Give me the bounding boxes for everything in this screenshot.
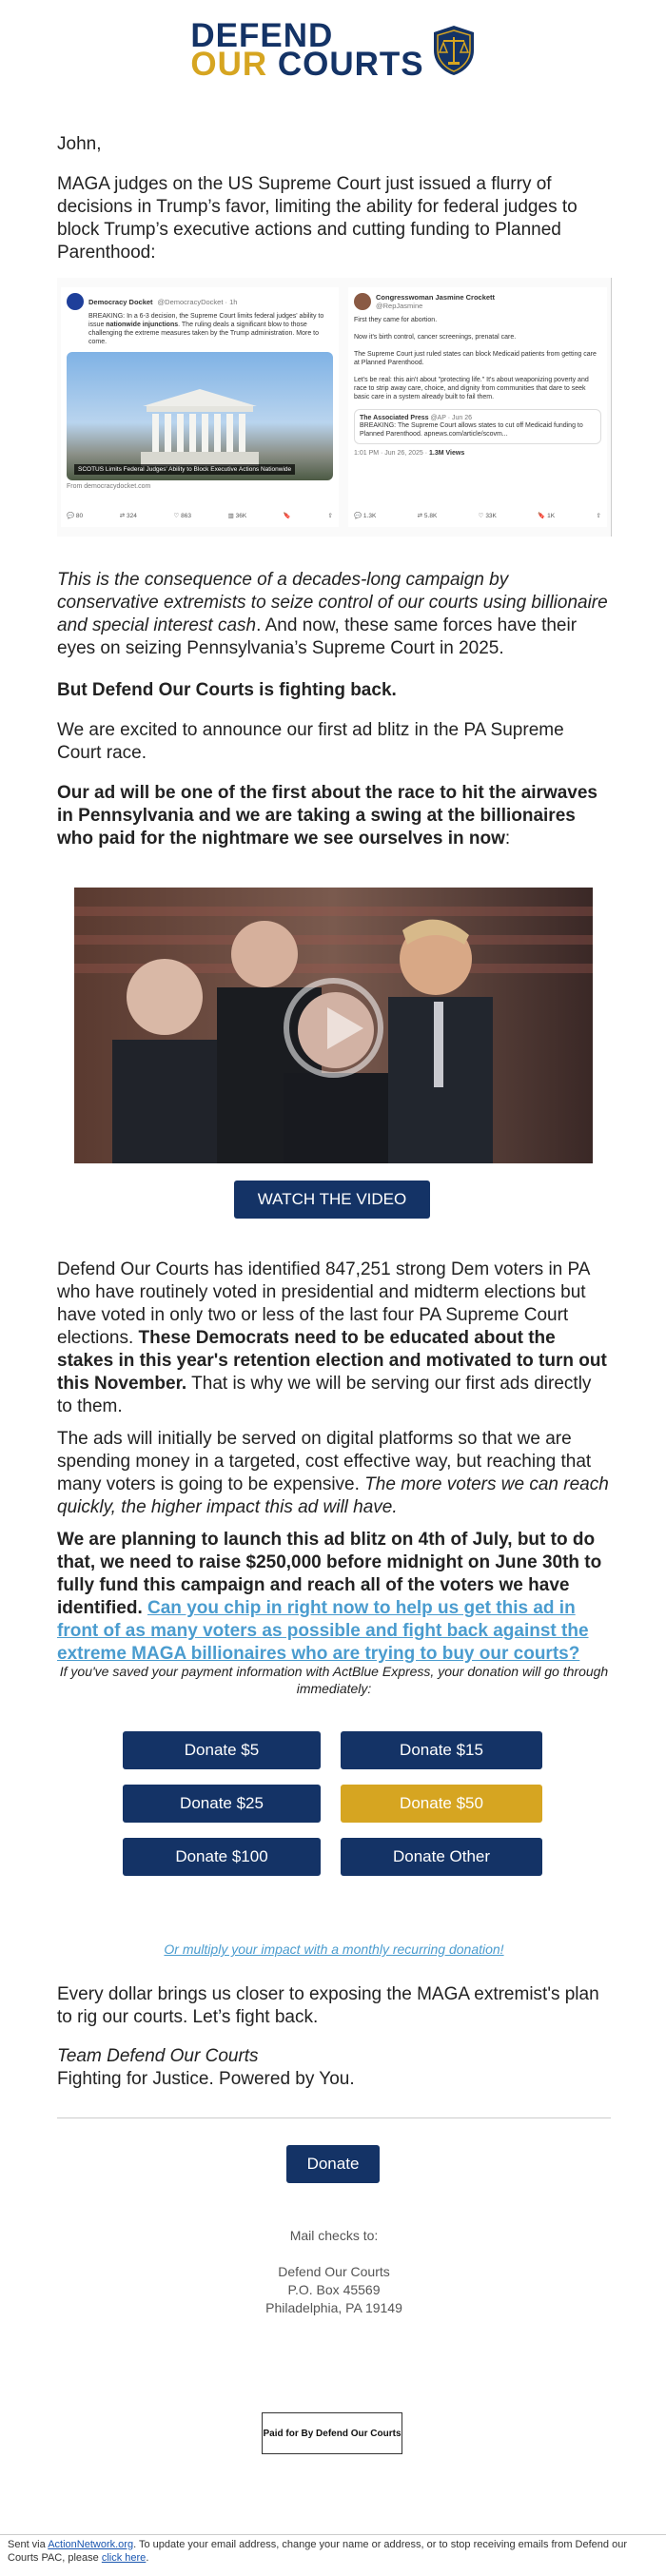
tweet1-source: From democracydocket.com <box>67 483 151 490</box>
signature: Team Defend Our Courts <box>57 2046 259 2066</box>
tweet-democracy-docket <box>61 287 339 527</box>
mail-heading: Mail checks to: <box>289 2228 379 2243</box>
reply-count: 💬 80 <box>67 513 84 519</box>
watch-video-button[interactable]: WATCH THE VIDEO <box>234 1181 430 1219</box>
greeting: John, <box>57 134 102 154</box>
logo-courts: COURTS <box>277 46 424 83</box>
donate-button[interactable]: Donate <box>286 2145 380 2183</box>
logo <box>0 17 666 84</box>
tweet2-author: Congresswoman Jasmine Crockett <box>376 293 496 302</box>
footer-text: Sent via ActionNetwork.org. To update your email address, change your name or address, or to stop receiving emails from Defend our Courts PAC, please click here. <box>8 2539 627 2564</box>
address-line: Defend Our Courts <box>278 2264 390 2279</box>
donate-other-button[interactable]: Donate Other <box>341 1838 542 1876</box>
announce-paragraph: We are excited to announce our first ad blitz in the PA Supreme Court race. <box>57 720 564 763</box>
tweet2-handle: @RepJasmine <box>376 302 423 310</box>
paid-for-box <box>262 2412 402 2454</box>
retweet-count: ⇄ 5.8K <box>417 513 438 519</box>
address-line: P.O. Box 45569 <box>287 2282 381 2297</box>
supreme-court-photo <box>67 352 333 480</box>
avatar <box>354 293 371 310</box>
mail-checks-block <box>57 2227 611 2317</box>
goal-paragraph: We are planning to launch this ad blitz on 4th of July, but to do that, we need to raise $250,000 before midnight on June 30th to fully fund this campaign and reach all of the voters we have identified. Can you chip in right now to help us get this ad in front of as many voters as possible and fight back against the extreme MAGA billionaires who are trying to buy our courts? <box>57 1530 602 1664</box>
ads-paragraph: The ads will initially be served on digital platforms so that we are spending money in a targeted, cost effective way, but reaching that many voters is going to be expensive. The more voters we can reach quickly, the higher impact this ad will have. <box>57 1429 609 1517</box>
shield-scales-icon <box>432 24 476 77</box>
logo-wordmark <box>190 17 424 83</box>
tweet1-handle: @DemocracyDocket · 1h <box>157 297 238 306</box>
bookmark-count: 🔖 1K <box>538 513 556 519</box>
campaign-paragraph: This is the consequence of a decades-long campaign by conservative extremists to seize control of our courts using billionaire and special interest cash. And now, these same forces have their eyes on seizing Pennsylvania’s Supreme Court in 2025. <box>57 570 608 658</box>
voters-paragraph: Defend Our Courts has identified 847,251 strong Dem voters in PA who have routinely voted in presidential and midterm elections but have voted in only two or less of the last four PA Supreme Court elections. These Democrats need to be educated about the stakes in this year's retention election and motivated to turn out this November. That is why we will be serving our first ads directly to them. <box>57 1259 607 1416</box>
recurring-donation-link[interactable]: Or multiply your impact with a monthly recurring donation! <box>164 1942 504 1957</box>
avatar <box>67 293 84 310</box>
tweets-screenshot[interactable] <box>57 278 612 537</box>
logo-line-our-courts <box>190 46 424 83</box>
donate-15-button[interactable]: Donate $15 <box>341 1731 542 1769</box>
divider <box>57 2117 611 2118</box>
photo-caption: SCOTUS Limits Federal Judges' Ability to Block Executive Actions Nationwide <box>74 464 295 475</box>
ad-paragraph: Our ad will be one of the first about the race to hit the airwaves in Pennsylvania and we are taking a swing at the billionaires who paid for the nightmare we see ourselves in now: <box>57 783 597 849</box>
address-line: Philadelphia, PA 19149 <box>265 2300 402 2315</box>
retweet-count: ⇄ 324 <box>119 513 137 519</box>
quote-author: The Associated Press <box>360 415 429 421</box>
supreme-court-building-icon <box>133 385 266 466</box>
donate-25-button[interactable]: Donate $25 <box>123 1785 321 1823</box>
fighting-back-heading: But Defend Our Courts is fighting back. <box>57 680 397 700</box>
logo-line-defend: DEFEND <box>190 17 334 54</box>
action-network-link[interactable]: ActionNetwork.org <box>48 2539 134 2550</box>
tweet2-meta: 1:01 PM · Jun 26, 2025 · 1.3M Views <box>354 450 465 457</box>
tweet1-text: BREAKING: In a 6-3 decision, the Supreme Court limits federal judges' ability to issue nationwide injunctions. The ruling deals a significant blow to those challenging the extreme measures taken by the Trump administration. More to come. <box>88 313 324 345</box>
paid-for-text: Paid for By Defend Our Courts <box>263 2428 402 2439</box>
actblue-express-note: If you've saved your payment information with ActBlue Express, your donation will go through immediately: <box>59 1664 609 1696</box>
video-thumbnail[interactable] <box>74 888 593 1163</box>
tweet1-author: Democracy Docket <box>88 297 153 306</box>
view-count: ▥ 36K <box>227 513 247 519</box>
donate-50-button[interactable]: Donate $50 <box>341 1785 542 1823</box>
quote-text: BREAKING: The Supreme Court allows states to cut off Medicaid funding to Planned Parenthood. apnews.com/article/scovm... <box>360 422 583 438</box>
quoted-tweet <box>354 409 601 444</box>
tweet1-actions <box>67 512 333 519</box>
unsubscribe-link[interactable]: click here <box>101 2552 147 2564</box>
footer-divider <box>0 2534 666 2535</box>
donate-5-button[interactable]: Donate $5 <box>123 1731 321 1769</box>
play-button-icon <box>284 978 383 1078</box>
closing-paragraph: Every dollar brings us closer to exposing the MAGA extremist's plan to rig our courts. Let’s fight back. <box>57 1984 599 2027</box>
share-icon: ⇧ <box>596 513 601 519</box>
logo-our: OUR <box>190 46 268 83</box>
reply-count: 💬 1.3K <box>354 513 377 519</box>
share-icon: ⇧ <box>327 513 333 519</box>
quote-handle: @AP · Jun 26 <box>430 415 473 421</box>
chip-in-link[interactable]: Can you chip in right now to help us get this ad in front of as many voters as possible and fight back against the extreme MAGA billionaires who are trying to buy our courts? <box>57 1598 589 1664</box>
tagline: Fighting for Justice. Powered by You. <box>57 2069 355 2089</box>
intro-paragraph: MAGA judges on the US Supreme Court just issued a flurry of decisions in Trump’s favor, limiting the ability for federal judges to block Trump’s executive actions and cutting funding to Planned Parenthood: <box>57 174 578 263</box>
like-count: ♡ 863 <box>173 513 192 519</box>
like-count: ♡ 33K <box>478 513 497 519</box>
donate-100-button[interactable]: Donate $100 <box>123 1838 321 1876</box>
tweet-jasmine-crockett <box>348 287 607 527</box>
bookmark-icon: 🔖 <box>283 513 291 519</box>
tweet2-text: First they came for abortion. Now it's birth control, cancer screenings, prenatal care. The Supreme Court just ruled states can block Medicaid patients from getting care at Planned Parenthood. Let's be real: this ain't about "protecting life." It's about weaponizing poverty and race to strip away care, choice, and dignity from communities that dare to seek basic care in a system already built to fail them. <box>354 317 597 400</box>
tweet2-actions <box>354 512 601 519</box>
